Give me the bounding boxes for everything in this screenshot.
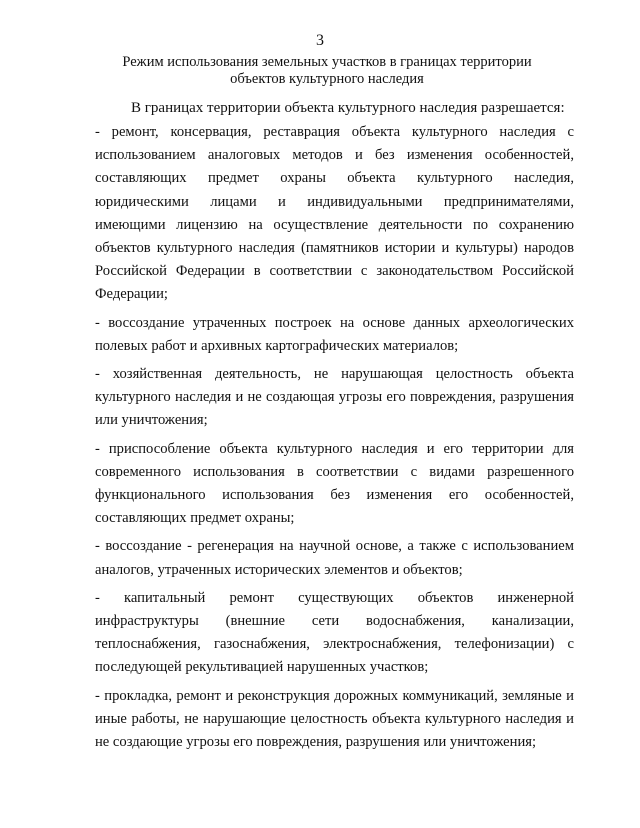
section-title xyxy=(120,54,534,88)
list-item: - прокладка, ремонт и реконструкция дорожных коммуникаций, земляные и иные работы, не нарушающие целостность объекта культурного наследия и не создающие угрозы его повреждения, разрушения или уничтожения; xyxy=(95,687,574,751)
list-item: - ремонт, консервация, реставрация объекта культурного наследия с использованием аналоговых методов и без изменения особенностей, составляющих предмет охраны объекта культурного наследия, юридическими лицами и индивидуальными предпринимателями, имеющими лицензию на осуществление деятельности по сохранению объектов культурного наследия (памятников истории и культуры) народов Российской Федерации в соответствии с законодательством Российской Федерации; xyxy=(95,124,574,303)
title-line: Режим использования земельных участков в границах территории xyxy=(122,54,532,70)
intro-paragraph: В границах территории объекта культурного наследия разрешается: xyxy=(131,100,565,116)
list-item: - хозяйственная деятельность, не нарушающая целостность объекта культурного наследия и не создающая угрозы его повреждения, разрушения или уничтожения; xyxy=(95,366,574,429)
page-number: 3 xyxy=(316,32,324,49)
permitted-activities-list xyxy=(95,121,574,759)
list-item: - воссоздание - регенерация на научной основе, а также с использованием аналогов, утраченных исторических элементов и объектов; xyxy=(95,538,574,578)
title-line: объектов культурного наследия xyxy=(230,71,424,87)
list-item: - капитальный ремонт существующих объектов инженерной инфраструктуры (внешние сети водоснабжения, канализации, теплоснабжения, газоснабжения, электроснабжения, телефонизации) с последующей рекультивацией нарушенных участков; xyxy=(95,589,574,676)
list-item: - приспособление объекта культурного наследия и его территории для современного использования в соответствии с видами разрешенного функционального использования без изменения его особенностей, составляющих предмет охраны; xyxy=(95,440,574,527)
list-item: - воссоздание утраченных построек на основе данных археологических полевых работ и архивных картографических материалов; xyxy=(95,314,574,354)
